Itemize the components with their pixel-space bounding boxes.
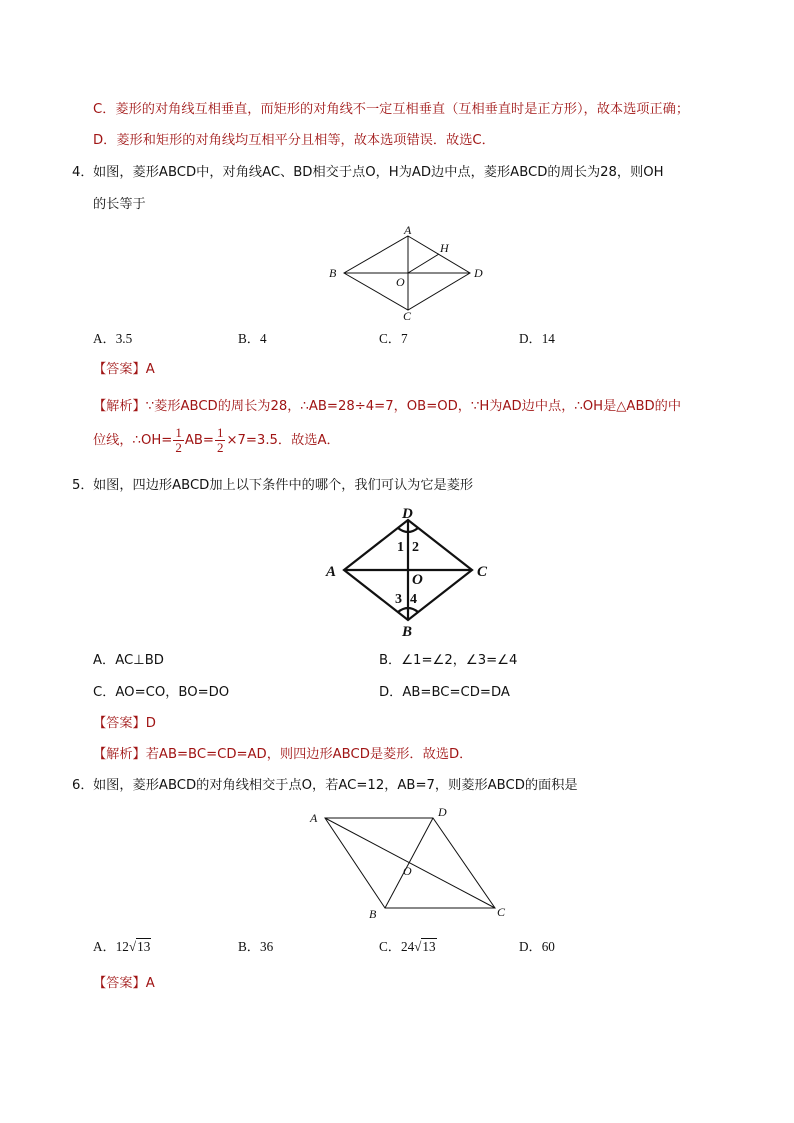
q5-angle-label-4: 4	[410, 592, 417, 607]
q5-answer-value: D	[145, 716, 156, 731]
q4-label-d: D	[474, 266, 483, 280]
q5-label-o: O	[412, 572, 423, 588]
q5-label-d: D	[402, 506, 413, 522]
q5-option-b: B．∠1=∠2，∠3=∠4	[379, 653, 518, 668]
q5-analysis	[93, 746, 472, 764]
q4-frac-num-1: 1	[175, 424, 182, 440]
q5-stem: 如图，四边形ABCD加上以下条件中的哪个，我们可认为它是菱形	[93, 478, 474, 493]
q6-label-c: C	[497, 905, 506, 919]
q5-label-b: B	[402, 624, 413, 640]
q6-number: 6．	[72, 778, 94, 793]
q6-option-a-prefix: A．12	[93, 939, 129, 954]
q6-label-a: A	[310, 811, 318, 825]
q6-label-b: B	[369, 907, 377, 920]
q4-stem-line-1: 如图，菱形ABCD中，对角线AC、BD相交于点O，H为AD边中点，菱形ABCD的周长为28，则OH	[93, 165, 664, 180]
q4-analysis-text-2c: ×7=3.5．故选A．	[226, 433, 340, 448]
q6-answer-value: A	[145, 976, 155, 991]
q4-analysis-text-1: ∵菱形ABCD的周长为28，∴AB=28÷4=7，OB=OD，∵H为AD边中点，∴OH是△ABD的中	[145, 399, 682, 414]
q6-label-d: D	[438, 805, 447, 819]
q5-label-a: A	[326, 564, 337, 580]
q5-answer-tag: 【答案】	[93, 716, 146, 731]
q4-label-h: H	[440, 241, 449, 255]
q4-label-c: C	[403, 309, 412, 323]
q4-answer	[93, 361, 155, 379]
q6-stem: 如图，菱形ABCD的对角线相交于点O，若AC=12，AB=7，则菱形ABCD的面积是	[93, 778, 578, 793]
q4-analysis-text-2a: 位线，∴OH=	[93, 433, 173, 448]
q4-answer-tag: 【答案】	[93, 362, 146, 377]
q5-angle-label-1: 1	[397, 540, 404, 555]
q6-option-a-sqrt: √13	[128, 939, 151, 954]
q5-option-d: D．AB=BC=CD=DA	[379, 685, 510, 700]
q6-option-c-prefix: C．24	[379, 939, 415, 954]
q5-analysis-tag: 【解析】	[93, 747, 146, 762]
q5-option-a: A．AC⊥BD	[93, 653, 164, 668]
q3-option-d-explanation: D．菱形和矩形的对角线均互相平分且相等，故本选项错误．故选C．	[93, 133, 495, 148]
q6-answer	[93, 975, 155, 993]
q4-frac-num-2: 1	[216, 424, 224, 440]
q4-label-a: A	[404, 224, 412, 237]
q4-answer-value: A	[145, 362, 155, 377]
q6-option-c-radicand: 13	[422, 939, 436, 954]
q6-diagonal-bd	[385, 818, 433, 908]
q5-answer	[93, 715, 156, 733]
q5-angle-label-3: 3	[395, 592, 402, 607]
q4-label-o: O	[396, 275, 405, 289]
q6-label-o: O	[403, 864, 412, 878]
q6-option-c-sqrt: √13	[414, 939, 436, 954]
q5-analysis-text: 若AB=BC=CD=AD，则四边形ABCD是菱形．故选D．	[145, 747, 473, 762]
q4-option-b: B．4	[238, 331, 267, 346]
q4-option-c: C．7	[379, 331, 408, 346]
q3-option-c-explanation: C．菱形的对角线互相垂直，而矩形的对角线不一定互相垂直（互相垂直时是正方形），故本选项正确；	[93, 102, 690, 117]
q4-fraction-one-half-2	[215, 426, 226, 455]
q4-stem-line-2: 的长等于	[93, 197, 146, 212]
q4-analysis-tag: 【解析】	[93, 399, 146, 414]
q4-frac-den-2: 2	[216, 439, 224, 455]
q6-option-c	[379, 938, 437, 956]
q6-diagonal-ac	[325, 818, 495, 908]
q5-label-c: C	[477, 564, 488, 580]
q6-option-d: D．60	[519, 939, 555, 954]
q4-analysis-line-2	[93, 424, 340, 458]
q4-fraction-one-half-1	[173, 426, 184, 455]
q4-rhombus-figure	[320, 224, 500, 324]
q6-option-b: B．36	[238, 939, 274, 954]
q4-label-b: B	[329, 266, 337, 280]
q5-angle-label-2: 2	[412, 540, 419, 555]
q4-frac-den-1: 2	[175, 439, 182, 455]
q6-option-a	[93, 938, 151, 956]
q6-rhombus-figure	[300, 800, 520, 920]
q5-rhombus-figure	[320, 500, 500, 640]
q4-analysis-line-1	[93, 398, 681, 416]
q6-option-a-radicand: 13	[137, 939, 151, 954]
q4-segment-oh	[408, 254, 439, 273]
q5-number: 5．	[72, 478, 94, 493]
q5-option-c: C．AO=CO，BO=DO	[93, 685, 230, 700]
q6-answer-tag: 【答案】	[93, 976, 146, 991]
q4-option-a: A．3.5	[93, 331, 133, 346]
q4-number: 4．	[72, 165, 94, 180]
q4-analysis-text-2b: AB=	[184, 433, 214, 448]
q4-option-d: D．14	[519, 331, 555, 346]
